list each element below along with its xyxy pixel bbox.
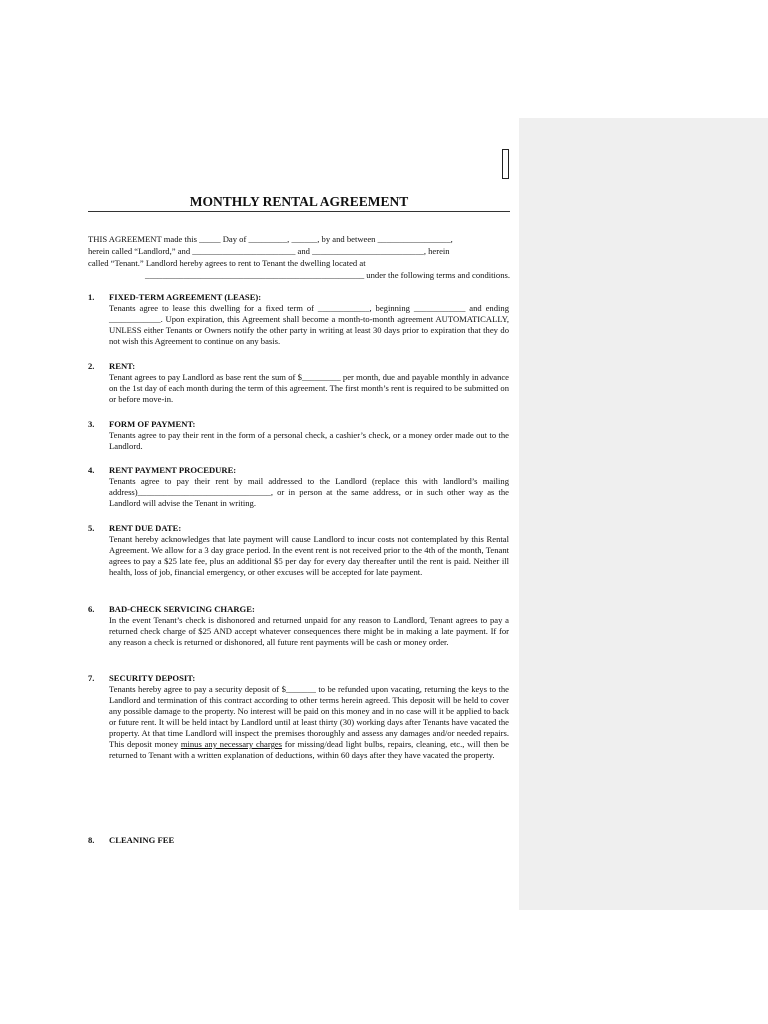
section-body: In the event Tenant’s check is dishonored and returned unpaid for any reason to Landlord, Tenant agrees to pay a returned check charge of $25 AND accept whatever consequences there might be in making a late payment. If for any reason a check is returned or dishonored, all future rent payments will be cash or money order. — [109, 615, 509, 647]
title-divider — [88, 211, 510, 212]
section-number: 5. — [88, 523, 95, 533]
section-number: 3. — [88, 419, 95, 429]
section-body-text: Tenants hereby agree to pay a security deposit of $_______ to be refunded upon vacating, returning the keys to the Landlord and termination of this contract according to other terms herein agreed. This deposit will be held to cover any possible damage to the property. No interest will be paid on this money and in no case will it be applied to back or future rent. It will be held intact by Landlord until at least thirty (30) working days after Tenants have vacated the property. At that time Landlord will inspect the premises thoroughly and assess any damages and/or needed repairs. This deposit money — [109, 684, 509, 749]
section-body: Tenant agrees to pay Landlord as base rent the sum of $_________ per month, due and payable monthly in advance on the 1st day of each month during the term of this agreement. The first month’s rent is required to be submitted on or before move-in. — [109, 372, 509, 404]
section-heading: BAD-CHECK SERVICING CHARGE: — [109, 604, 255, 614]
section-heading: FORM OF PAYMENT: — [109, 419, 196, 429]
section-number: 8. — [88, 835, 95, 845]
section-number: 7. — [88, 673, 95, 683]
section-body: Tenants agree to pay their rent by mail addressed to the Landlord (replace this with landlord’s mailing address)_______________________________, or in person at the same address, or in such other way as the Landlord will advise the Tenant in writing. — [109, 476, 509, 508]
section-heading: RENT PAYMENT PROCEDURE: — [109, 465, 237, 475]
intro-line: THIS AGREEMENT made this _____ Day of _________, ______, by and between _________________, — [88, 234, 453, 244]
text-cursor-marker — [502, 149, 509, 179]
comment-pane-top-margin — [519, 0, 768, 118]
section-heading: FIXED-TERM AGREEMENT (LEASE): — [109, 292, 262, 302]
section-heading: RENT DUE DATE: — [109, 523, 182, 533]
section-body: Tenants agree to pay their rent in the form of a personal check, a cashier’s check, or a money order made out to the Landlord. — [109, 430, 509, 451]
intro-line: called “Tenant.” Landlord hereby agrees to rent to Tenant the dwelling located at — [88, 258, 366, 268]
document-title: MONTHLY RENTAL AGREEMENT — [189, 194, 409, 209]
section-body — [109, 684, 509, 761]
comment-pane — [519, 0, 768, 1024]
section-heading: SECURITY DEPOSIT: — [109, 673, 196, 683]
comment-pane-bottom-margin — [519, 910, 768, 1024]
section-number: 2. — [88, 361, 95, 371]
intro-line: herein called “Landlord,” and ________________________ and __________________________, herein — [88, 246, 450, 256]
section-number: 4. — [88, 465, 95, 475]
section-body: Tenant hereby acknowledges that late payment will cause Landlord to incur costs not contemplated by this Rental Agreement. We allow for a 3 day grace period. In the event rent is not received prior to the 4th of the month, Tenant agrees to pay a $25 late fee, plus an additional $5 per day for every day thereafter until the rent is paid. Neither ill health, loss of job, financial emergency, or other excuses will be accepted for late payment. — [109, 534, 509, 577]
section-number: 1. — [88, 292, 95, 302]
intro-line: ___________________________________________________ under the following terms and conditions. — [145, 270, 510, 280]
underlined-phrase: minus any necessary charges — [180, 739, 283, 749]
section-heading: CLEANING FEE — [109, 835, 175, 845]
section-heading: RENT: — [109, 361, 136, 371]
section-body: Tenants agree to lease this dwelling for a fixed term of ____________, beginning ____________ and ending ____________. Upon expiration, this Agreement shall become a month-to-month agreement AUTOMATICALLY, UNLESS either Tenants or Owners notify the other party in writing at least 30 days prior to expiration that they do not wish this Agreement to continue on any basis. — [109, 303, 509, 346]
intro-paragraph — [88, 233, 510, 281]
section-body-text: for missing/dead light bulbs, repairs, cleaning, etc., will then be returned to Tenant with a written explanation of deductions, within 60 days after they have vacated the property. — [109, 739, 509, 760]
section-number: 6. — [88, 604, 95, 614]
